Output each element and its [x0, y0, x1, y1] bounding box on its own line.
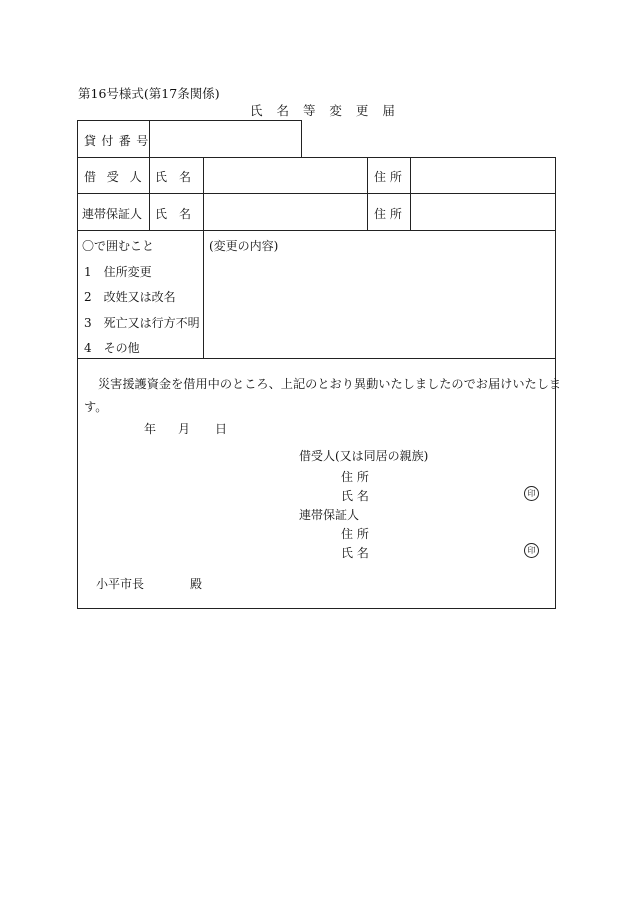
guarantor-name-field[interactable]: [210, 205, 360, 221]
form-number: 第16号様式(第17条関係): [78, 86, 220, 101]
date-month: 月: [178, 422, 191, 436]
borrower-label: 借受人: [84, 170, 153, 184]
borrower-name-field[interactable]: [210, 168, 360, 184]
declaration-line-1: 災害援護資金を借用中のところ、上記のとおり異動いたしましたのでお届けいたしま: [98, 377, 562, 391]
form-title: 氏 名 等 変 更 届: [250, 103, 397, 118]
loan-number-field[interactable]: [155, 132, 295, 148]
declaration-guarantor-heading: 連帯保証人: [299, 508, 360, 522]
option-address-change[interactable]: 1 住所変更: [84, 265, 152, 279]
date-day: 日: [215, 422, 228, 436]
honorific: 殿: [190, 577, 203, 591]
guarantor-label: 連帯保証人: [82, 207, 143, 221]
guarantor-name-label: 氏 名: [155, 207, 192, 221]
declaration-borrower-name-label: 氏 名: [341, 489, 369, 503]
loan-number-label: 貸付番号: [84, 134, 154, 148]
declaration-borrower-heading: 借受人(又は同居の親族): [299, 449, 429, 463]
borrower-seal-mark: 印: [524, 486, 539, 501]
option-death-missing[interactable]: 3 死亡又は行方不明: [84, 316, 200, 330]
change-content-field[interactable]: [209, 256, 547, 352]
declaration-guarantor-address-label: 住 所: [341, 527, 369, 541]
guarantor-seal-mark: 印: [524, 543, 539, 558]
guarantor-address-field[interactable]: [417, 205, 549, 221]
addressee: 小平市長: [96, 577, 145, 591]
option-name-change[interactable]: 2 改姓又は改名: [84, 290, 176, 304]
borrower-address-field[interactable]: [417, 168, 549, 184]
declaration-guarantor-name-label: 氏 名: [341, 546, 369, 560]
borrower-name-label: 氏 名: [155, 170, 192, 184]
option-other[interactable]: 4 その他: [84, 341, 140, 355]
declaration-borrower-address-label: 住 所: [341, 470, 369, 484]
change-content-label: (変更の内容): [209, 239, 279, 253]
circle-instruction: 〇で囲むこと: [82, 239, 155, 253]
date-year: 年: [144, 422, 157, 436]
borrower-address-label: 住 所: [374, 170, 402, 184]
guarantor-address-label: 住 所: [374, 207, 402, 221]
declaration-line-2: す。: [84, 400, 108, 414]
